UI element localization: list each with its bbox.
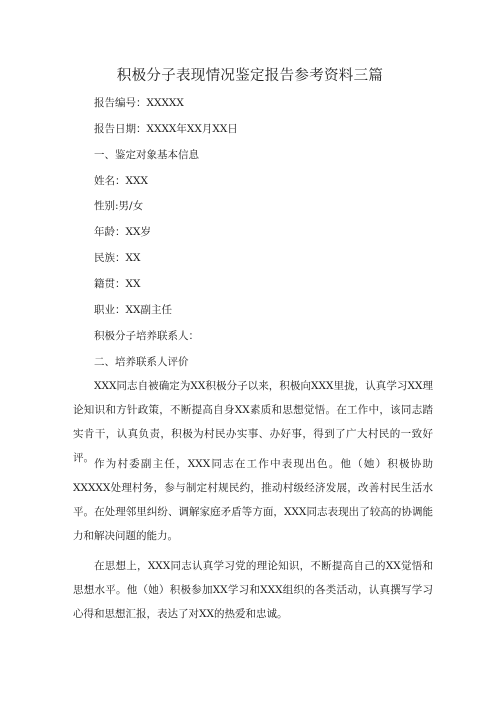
- paragraph-2: 作为村委副主任，XXX同志在工作中表现出色。他（她）积极协助XXXXX处理村务，参与制定村规民约，推动村级经济发展，改善村民生活水平。在处理邻里纠纷、调解家庭矛盾等方面，XXX同志表现出了较高的协调能力和解决问题的能力。: [73, 458, 433, 542]
- field-ethnicity: 民族：XX: [94, 252, 141, 264]
- field-name: 姓名：XXX: [94, 175, 148, 187]
- field-contact-person: 积极分子培养联系人：: [94, 330, 199, 342]
- paragraph-3: 在思想上，XXX同志认真学习党的理论知识，不断提高自己的XX觉悟和思想水平。他（她）积极参加XX学习和XXX组织的各类活动，认真撰写学习心得和思想汇报，表达了对XX的热爱和忠诚。: [73, 560, 433, 620]
- field-gender: 性别:男/女: [94, 200, 144, 212]
- paragraph-1: XXX同志自被确定为XX积极分子以来，积极向XXX里拢，认真学习XX理论知识和方针政策，不断提高自身XX素质和思想觉悟。在工作中，该同志踏实肯干，认真负责，积极为村民办实事、办好事，得到了广大村民的一致好评。: [73, 380, 433, 464]
- field-position: 职业：XX副主任: [94, 304, 172, 316]
- field-native-place: 籍贯：XX: [94, 278, 141, 290]
- document-title: 积极分子表现情况鉴定报告参考资料三篇: [116, 68, 384, 84]
- report-number: 报告编号：XXXXX: [94, 97, 184, 109]
- section-heading-evaluation: 二、培养联系人评价: [94, 356, 189, 368]
- field-age: 年龄：XX岁: [94, 226, 151, 238]
- report-date: 报告日期：XXXX年XX月XX日: [94, 123, 238, 135]
- section-heading-basic-info: 一、鉴定对象基本信息: [94, 149, 199, 161]
